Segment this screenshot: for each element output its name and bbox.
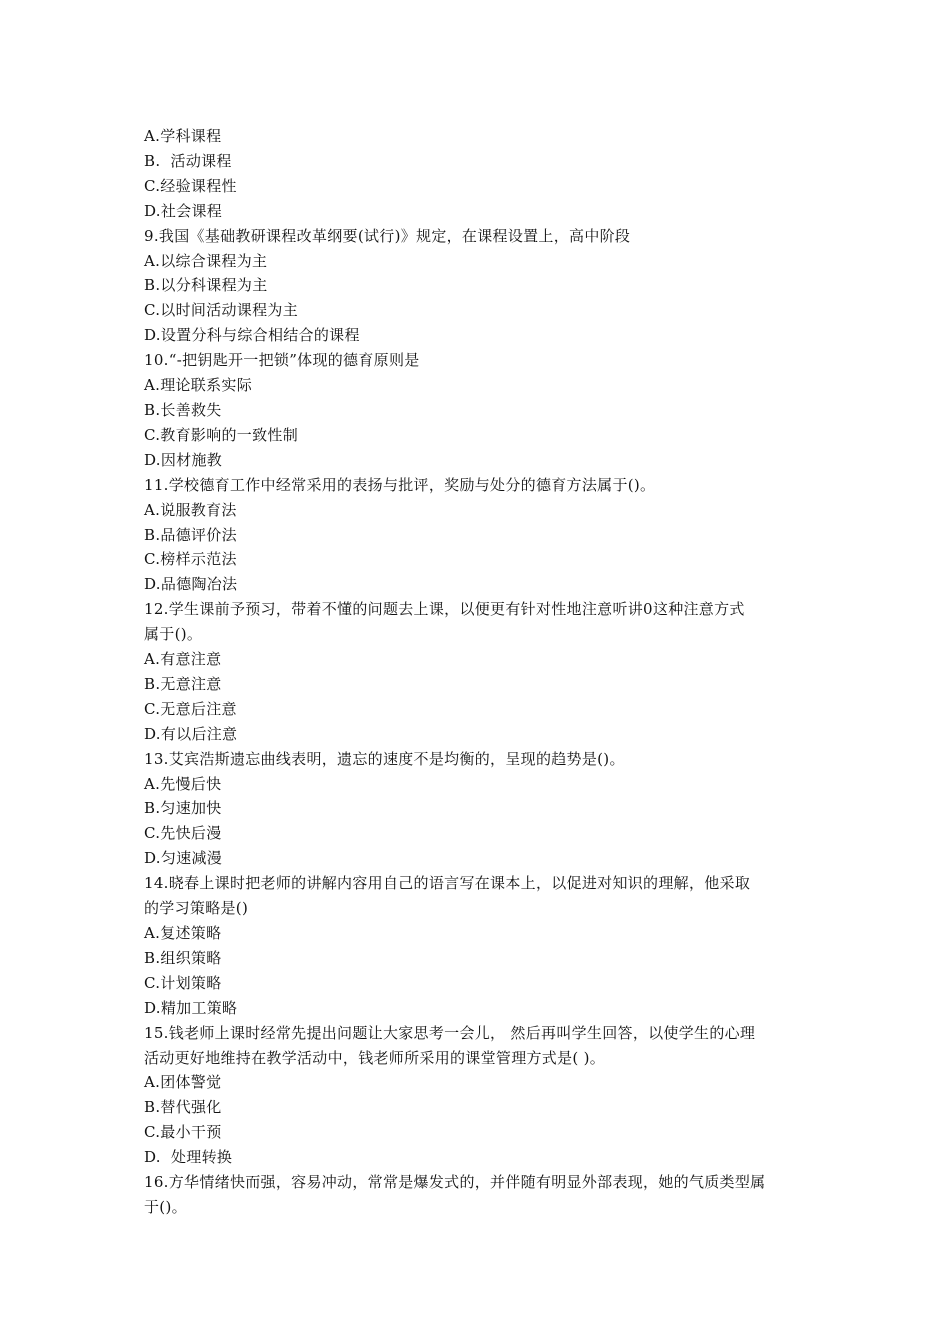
text-line: A.有意注意 [144, 650, 222, 669]
text-line: B.长善救失 [144, 400, 222, 419]
text-line: D.精加工策略 [144, 998, 238, 1017]
text-line: B. 活动课程 [144, 151, 232, 170]
text-line: 16.方华情绪快而强，容易冲动，常常是爆发式的，并伴随有明显外部表现，她的气质类型属 [144, 1173, 766, 1192]
text-line: 的学习策略是() [144, 899, 249, 918]
text-line: B.匀速加快 [144, 799, 222, 818]
text-line: 13.艾宾浩斯遗忘曲线表明，遗忘的速度不是均衡的，呈现的趋势是()。 [144, 749, 625, 768]
text-line: 12.学生课前予预习，带着不懂的问题去上课，以便更有针对性地注意听讲0这种注意方式 [144, 600, 745, 619]
text-line: A.理论联系实际 [144, 376, 253, 395]
text-line: 9.我国《基础教研课程改革纲要(试行)》规定，在课程设置上，高中阶段 [144, 226, 631, 245]
question-text-block [144, 124, 816, 1220]
text-line: B.无意注意 [144, 674, 222, 693]
text-line: C.最小干预 [144, 1123, 222, 1142]
text-line: A.说服教育法 [144, 500, 237, 519]
text-line: 活动更好地维持在教学活动中，钱老师所采用的课堂管理方式是( )。 [144, 1048, 606, 1067]
text-line: B.组织策略 [144, 948, 222, 967]
text-line: 11.学校德育工作中经常采用的表扬与批评，奖励与处分的德育方法属于()。 [144, 475, 656, 494]
text-line: C.经验课程性 [144, 176, 237, 195]
text-line: A.以综合课程为主 [144, 251, 268, 270]
text-line: B.品德评价法 [144, 525, 237, 544]
text-line: 15.钱老师上课时经常先提出问题让大家思考一会儿， 然后再叫学生回答，以使学生的心理 [144, 1023, 756, 1042]
text-line: D.有以后注意 [144, 724, 238, 743]
text-line: D.设置分科与综合相结合的课程 [144, 326, 360, 345]
text-line: D. 处理转换 [144, 1148, 233, 1167]
text-line: D.因材施教 [144, 450, 223, 469]
text-line: D.社会课程 [144, 201, 223, 220]
text-line: A.团体警觉 [144, 1073, 222, 1092]
text-line: C.教育影响的一致性制 [144, 425, 299, 444]
text-line: 10.“-把钥匙开一把锁”体现的德育原则是 [144, 351, 420, 370]
text-line: D.匀速减漫 [144, 849, 223, 868]
text-line: 于()。 [144, 1197, 187, 1216]
text-line: A.学科课程 [144, 127, 222, 145]
text-line: C.计划策略 [144, 973, 222, 992]
text-line: C.先快后漫 [144, 824, 222, 843]
text-line: 属于()。 [144, 625, 203, 644]
text-line: C.无意后注意 [144, 699, 237, 718]
text-line: A.先慢后快 [144, 774, 222, 793]
text-line: A.复述策略 [144, 924, 222, 942]
text-line: B.以分科课程为主 [144, 276, 268, 295]
text-line: B.替代强化 [144, 1098, 222, 1117]
text-line: C.榜样示范法 [144, 550, 237, 569]
text-line: C.以时间活动课程为主 [144, 301, 299, 320]
text-line: 14.晓春上课时把老师的讲解内容用自己的语言写在课本上，以促进对知识的理解，他采取 [144, 874, 751, 893]
text-line: D.品德陶冶法 [144, 575, 238, 594]
